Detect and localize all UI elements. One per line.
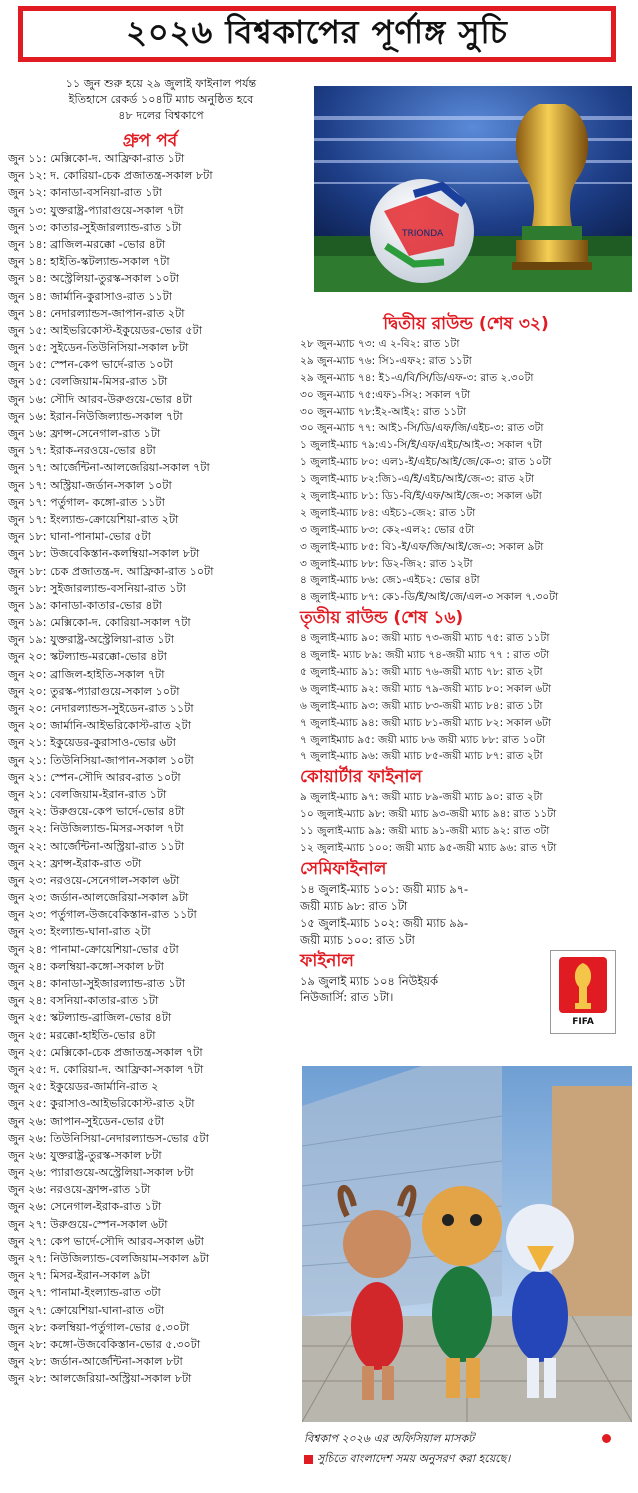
quarter-final-row: ১০ জুলাই-ম্যাচ ৯৮: জয়ী ম্যাচ ৯৩-জয়ী ম্যাচ ৯৪: রাত ১১টা [300, 808, 557, 821]
round-of-32-row: ৪ জুলাই-ম্যাচ ৮৬: জে১-এইচ২: ভোর ৪টা [300, 574, 480, 587]
round-of-32-row: ২৯ জুন-ম্যাচ ৭৪: ই১-এ/বি/সি/ডি/এফ-৩: রাত ২.৩০টা [300, 371, 534, 384]
group-match-row: জুন ১৪: ব্রাজিল-মরক্কো -ভোর ৪টা [8, 237, 166, 251]
round-of-32-row: ১ জুলাই-ম্যাচ ৮০: এল১-ই/এইচ/আই/জে/কে-৩: রাত ১০টা [300, 456, 552, 469]
round-of-32-row: ৩০ জুন-ম্যাচ ৭৮:ই২-আই২: রাত ১১টা [300, 405, 466, 418]
intro-line: ৪৮ দলের বিশ্বকাপে [118, 109, 204, 122]
group-match-row: জুন ২৭: নিউজিল্যান্ড-বেলজিয়াম-সকাল ৯টা [8, 1252, 210, 1265]
group-match-row: জুন ২৭: উরুগুয়ে-স্পেন-সকাল ৬টা [8, 1217, 168, 1231]
group-match-row: জুন ২৮: কঙ্গো-উজবেকিস্তান-ভোর ৫.৩০টা [8, 1337, 201, 1351]
ball-trophy-photo [314, 86, 632, 292]
group-match-row: জুন ২৩: নরওয়ে-সেনেগাল-সকাল ৬টা [8, 873, 180, 887]
timezone-note [304, 1450, 510, 1469]
group-match-row: জুন ১৪: হাইতি-স্কটল্যান্ড-সকাল ৭টা [8, 255, 170, 269]
group-match-row: জুন ১১: মেক্সিকো-দ. আফ্রিকা-রাত ১টা [8, 152, 185, 165]
round-of-32-row: ৩ জুলাই-ম্যাচ ৮৩: কে২-এল২: ভোর ৫টা [300, 523, 475, 536]
group-match-row: জুন ২০: তুরস্ক-প্যারাগুয়ে-সকাল ১০টা [8, 684, 180, 698]
group-match-row: জুন ২৫: ইকুয়েডর-জার্মানি-রাত ২ [8, 1080, 159, 1094]
mascot-photo [302, 1066, 632, 1422]
group-match-row: জুন ২২: উরুগুয়ে-কেপ ভার্দে-ভোর ৪টা [8, 805, 185, 819]
group-match-row: জুন ১৮: উজবেকিস্তান-কলম্বিয়া-সকাল ৮টা [8, 547, 200, 561]
final-row: নিউজার্সি: রাত ১টা। [300, 990, 394, 1005]
group-match-row: জুন ২০: জার্মানি-আইভরিকোস্ট-রাত ২টা [8, 719, 192, 733]
round-of-32-row: ৩০ জুন-ম্যাচ ৭৭: আই১-সি/ডি/এফ/জি/এইচ-৩: রাত ৩টা [300, 422, 544, 435]
intro-line: ইতিহাসে রেকর্ড ১০৪টি ম্যাচ অনুষ্ঠিত হবে [68, 93, 254, 106]
round-of-16-row: ৭ জুলাইম্যাচ ৯৫: জয়ী ম্যাচ ৮৬ জয়ী ম্যাচ ৮৮: রাত ১০টা [300, 733, 546, 746]
round-of-16-list [300, 630, 632, 765]
group-match-row: জুন ১৪: জার্মানি-কুরাসাও-রাত ১১টা [8, 289, 173, 303]
group-match-row: জুন ১৮: ঘানা-পানামা-ভোর ৫টা [8, 530, 151, 544]
round-of-32-row: ৩০ জুন-ম্যাচ ৭৫:এফ১-সি২: সকাল ৭টা [300, 388, 471, 401]
group-match-row: জুন ২৮: জর্ডান-আর্জেন্টিনা-সকাল ৮টা [8, 1355, 183, 1369]
group-match-row: জুন ১৫: সুইডেন-তিউনিসিয়া-সকাল ৮টা [8, 341, 189, 355]
quarter-final-heading: কোয়ার্টার ফাইনাল [300, 767, 423, 788]
group-match-row: জুন ২৩: ইংল্যান্ড-ঘানা-রাত ২টা [8, 925, 151, 939]
group-stage-heading: গ্রুপ পর্ব [122, 131, 178, 151]
group-match-row: জুন ২১: তিউনিসিয়া-জাপান-সকাল ১০টা [8, 753, 194, 767]
round-of-16-row: ৬ জুলাই-ম্যাচ ৯২: জয়ী ম্যাচ ৭৯-জয়ী ম্যাচ ৮০: সকাল ৬টা [300, 682, 552, 695]
semi-final-row: জয়ী ম্যাচ ১০০: রাত ১টা [300, 932, 415, 947]
semi-final-row: ১৫ জুলাই-ম্যাচ ১০২: জয়ী ম্যাচ ৯৯- [300, 915, 469, 930]
group-match-row: জুন ২৮: আলজেরিয়া-অস্ট্রিয়া-সকাল ৮টা [8, 1372, 192, 1386]
group-match-row: জুন ১৮: চেক প্রজাতন্ত্র-দ. আফ্রিকা-রাত ১০টা [8, 564, 214, 578]
group-match-row: জুন ২১: বেলজিয়াম-ইরান-রাত ১টা [8, 787, 167, 801]
quarter-final-row: ১২ জুলাই-ম্যাচ ১০০: জয়ী ম্যাচ ৯৫-জয়ী ম্যাচ ৯৬: রাত ৭টা [300, 842, 557, 855]
group-match-row: জুন ২৫: স্কটল্যান্ড-ব্রাজিল-ভোর ৪টা [8, 1011, 172, 1025]
group-match-row: জুন ২৬: জাপান-সুইডেন-ভোর ৫টা [8, 1114, 165, 1128]
group-match-row: জুন ১৮: সুইজারল্যান্ড-বসনিয়া-রাত ১টা [8, 581, 186, 595]
group-match-row: জুন ২৭: মিসর-ইরান-সকাল ৯টা [8, 1269, 150, 1283]
group-match-row: জুন ২৩: পর্তুগাল-উজবেকিস্তান-রাত ১১টা [8, 908, 197, 922]
group-match-row: জুন ১৬: ইরান-নিউজিল্যান্ড-সকাল ৭টা [8, 409, 183, 423]
group-match-row: জুন ১৯: যুক্তরাষ্ট্র-অস্ট্রেলিয়া-রাত ১টা [8, 633, 174, 647]
quarter-final-row: ৯ জুলাই-ম্যাচ ৯৭: জয়ী ম্যাচ ৮৯-জয়ী ম্যাচ ৯০: রাত ২টা [300, 791, 543, 804]
knockout-schedule [300, 312, 632, 1006]
group-match-row: জুন ১৯: কানাডা-কাতার-ভোর ৪টা [8, 598, 162, 612]
quarter-final-list [300, 789, 632, 857]
group-match-row: জুন ২৪: কানাডা-সুইজারল্যান্ড-রাত ১টা [8, 977, 185, 990]
group-stage-list [8, 150, 318, 1388]
title-box [18, 6, 616, 62]
round-of-32-row: ২ জুলাই-ম্যাচ ৮৪: এইচ১-জে২: রাত ১টা [300, 506, 476, 519]
group-match-row: জুন ১২: কানাডা-বসনিয়া-রাত ১টা [8, 186, 162, 200]
semi-final-row: ১৪ জুলাই-ম্যাচ ১০১: জয়ী ম্যাচ ৯৭- [300, 881, 469, 896]
round-of-32-row: ২ জুলাই-ম্যাচ ৮১: ডি১-বি/ই/এফ/আই/জে-৩: সকাল ৬টা [300, 490, 542, 503]
svg-text:TRIONDA: TRIONDA [402, 229, 444, 239]
group-match-row: জুন ২৫: দ. কোরিয়া-দ. আফ্রিকা-সকাল ৭টা [8, 1062, 204, 1076]
group-match-row: জুন ১৪: অস্ট্রেলিয়া-তুরস্ক-সকাল ১০টা [8, 272, 180, 286]
round-of-32-list [300, 336, 632, 606]
group-match-row: জুন ২০: নেদারল্যান্ডস-সুইডেন-রাত ১১টা [8, 702, 194, 715]
fifa-logo-text: FIFA [572, 1017, 594, 1027]
group-match-row: জুন ২০: ব্রাজিল-হাইতি-সকাল ৭টা [8, 667, 165, 681]
timezone-note-text: সুচিতে বাংলাদেশ সময় অনুসরণ করা হয়েছে। [317, 1452, 511, 1465]
mascot-illustration [302, 1066, 632, 1422]
group-match-row: জুন ২৩: জর্ডান-আলজেরিয়া-সকাল ৯টা [8, 891, 189, 905]
group-match-row: জুন ২৬: নরওয়ে-ফ্রান্স-রাত ১টা [8, 1183, 151, 1197]
semi-final-row: জয়ী ম্যাচ ৯৮: রাত ১টা [300, 898, 408, 913]
group-match-row: জুন ২০: স্কটল্যান্ড-মরক্কো-ভোর ৪টা [8, 650, 167, 664]
group-match-row: জুন ২৫: মরক্কো-হাইতি-ভোর ৪টা [8, 1028, 156, 1042]
round-of-32-row: ৪ জুলাই-ম্যাচ ৮৭: কে১-ডি/ই/আই/জে/এল-৩ সকাল ৭.৩০টা [300, 591, 559, 604]
group-match-row: জুন ২৭: কেপ ভার্দে-সৌদি আরব-সকাল ৬টা [8, 1234, 204, 1248]
group-match-row: জুন ২৬: যুক্তরাষ্ট্র-তুরস্ক-সকাল ৮টা [8, 1148, 162, 1162]
round-of-16-row: ৭ জুলাই-ম্যাচ ৯৬: জয়ী ম্যাচ ৮৫-জয়ী ম্যাচ ৮৭: রাত ২টা [300, 750, 543, 763]
group-match-row: জুন ২৭: পানামা-ইংল্যান্ড-রাত ৩টা [8, 1286, 161, 1300]
group-match-row: জুন ২৬: সেনেগাল-ইরাক-রাত ১টা [8, 1200, 162, 1214]
round-of-32-row: ২৮ জুন-ম্যাচ ৭৩: এ ২-বি২: রাত ১টা [300, 338, 460, 350]
round-of-16-row: ৪ জুলাই-ম্যাচ ৯০: জয়ী ম্যাচ ৭৩-জয়ী ম্যাচ ৭৫: রাত ১১টা [300, 632, 550, 645]
group-match-row: জুন ১৯: মেক্সিকো-দ. কোরিয়া-সকাল ৭টা [8, 616, 191, 630]
quarter-final-row: ১১ জুলাই-ম্যাচ ৯৯: জয়ী ম্যাচ ৯১-জয়ী ম্যাচ ৯২: রাত ৩টা [300, 825, 550, 838]
note-square-icon [304, 1455, 313, 1464]
semi-final-heading: সেমিফাইনাল [300, 858, 387, 879]
accent-dot [602, 1434, 611, 1443]
fifa-logo [550, 950, 616, 1034]
group-match-row: জুন ১৭: ইরাক-নরওয়ে-ভোর ৪টা [8, 444, 156, 458]
final-row: ১৯ জুলাই ম্যাচ ১০৪ নিউইয়র্ক [300, 973, 438, 988]
group-match-row: জুন ২৮: কলম্বিয়া-পর্তুগাল-ভোর ৫.৩০টা [8, 1320, 190, 1334]
group-match-row: জুন ১৩: যুক্তরাষ্ট্র-প্যারাগুয়ে-সকাল ৭টা [8, 203, 184, 217]
round-of-16-row: ৪ জুলাই- ম্যাচ ৮৯: জয়ী ম্যাচ ৭৪-জয়ী ম্যাচ ৭৭ : রাত ৩টা [300, 649, 550, 662]
group-match-row: জুন ২১: স্পেন-সৌদি আরব-রাত ১০টা [8, 770, 181, 784]
group-match-row: জুন ১৫: বেলজিয়াম-মিসর-রাত ১টা [8, 375, 168, 389]
group-match-row: জুন ১৭: অস্ট্রিয়া-জর্ডান-সকাল ১০টা [8, 478, 172, 492]
group-match-row: জুন ২৪: কলম্বিয়া-কঙ্গো-সকাল ৮টা [8, 959, 164, 973]
group-match-row: জুন ২২: ফ্রান্স-ইরাক-রাত ৩টা [8, 856, 142, 870]
group-match-row: জুন ২৬: তিউনিসিয়া-নেদারল্যান্ডস-ভোর ৫টা [8, 1131, 209, 1145]
group-match-row: জুন ১৭: পর্তুগাল- কঙ্গো-রাত ১১টা [8, 495, 165, 509]
round-of-16-row: ৭ জুলাই-ম্যাচ ৯৪: জয়ী ম্যাচ ৮১-জয়ী ম্যাচ ৮২: সকাল ৬টা [300, 716, 552, 729]
group-match-row: জুন ১৭: ইংল্যান্ড-ক্রোয়েশিয়া-রাত ২টা [8, 512, 179, 526]
round-of-32-heading: দ্বিতীয় রাউন্ড (শেষ ৩২) [383, 314, 549, 334]
round-of-32-row: ১ জুলাই-ম্যাচ ৭৯:এ১-সি/ই/এফ/এইচ/আই-৩: সকাল ৭টা [300, 439, 543, 452]
group-match-row: জুন ১৪: নেদারল্যান্ডস-জাপান-রাত ২টা [8, 306, 185, 320]
ball-trophy-illustration [314, 86, 632, 292]
round-of-32-row: ৩ জুলাই-ম্যাচ ৮৫: বি১-ই/এফ/জি/আই/জে-৩: সকাল ৯টা [300, 540, 544, 553]
semi-final-list [300, 881, 632, 949]
intro-text [0, 76, 322, 124]
group-match-row: জুন ১৬: সৌদি আরব-উরুগুয়ে-ভোর ৪টা [8, 392, 193, 406]
group-match-row: জুন ২৫: কুরাসাও-আইভরিকোস্ট-রাত ২টা [8, 1097, 195, 1111]
group-match-row: জুন ১৫: স্পেন-কেপ ভার্দে-রাত ১০টা [8, 358, 173, 372]
round-of-16-heading: তৃতীয় রাউন্ড (শেষ ১৬) [300, 608, 464, 629]
group-match-row: জুন ২৭: ক্রোয়েশিয়া-ঘানা-রাত ৩টা [8, 1303, 165, 1317]
group-match-row: জুন ১৩: কাতার-সুইজারল্যান্ড-রাত ১টা [8, 220, 182, 234]
group-match-row: জুন ২৪: বসনিয়া-কাতার-রাত ১টা [8, 994, 159, 1008]
round-of-16-row: ৫ জুলাই-ম্যাচ ৯১: জয়ী ম্যাচ ৭৬-জয়ী ম্যাচ ৭৮: রাত ২টা [300, 666, 543, 679]
group-match-row: জুন ২১: ইকুয়েডর-কুরাসাও-ভোর ৬টা [8, 736, 176, 750]
group-match-row: জুন ২৪: পানামা-ক্রোয়েশিয়া-ভোর ৫টা [8, 942, 179, 956]
mascot-caption: বিশ্বকাপ ২০২৬ এর অফিসিয়াল মাসকট [304, 1432, 475, 1445]
round-of-16-row: ৬ জুলাই-ম্যাচ ৯৩: জয়ী ম্যাচ ৮৩-জয়ী ম্যাচ ৮৪: রাত ১টা [300, 699, 543, 712]
group-match-row: জুন ১৬: ফ্রান্স-সেনেগাল-রাত ১টা [8, 427, 161, 440]
group-match-row: জুন ১৭: আর্জেন্টিনা-আলজেরিয়া-সকাল ৭টা [8, 461, 210, 475]
group-match-row: জুন ১২: দ. কোরিয়া-চেক প্রজাতন্ত্র-সকাল ৮টা [8, 169, 213, 183]
group-match-row: জুন ২৬: প্যারাগুয়ে-অস্ট্রেলিয়া-সকাল ৮টা [8, 1166, 194, 1180]
group-match-row: জুন ১৫: আইভরিকোস্ট-ইকুয়েডর-ভোর ৫টা [8, 323, 202, 337]
group-match-row: জুন ২২: আর্জেন্টিনা-অস্ট্রিয়া-রাত ১১টা [8, 839, 185, 853]
final-heading: ফাইনাল [300, 950, 354, 971]
page-title: ২০২৬ বিশ্বকাপের পূর্ণাঙ্গ সুচি [126, 13, 508, 51]
round-of-32-row: ৩ জুলাই-ম্যাচ ৮৮: ডি২-জি২: রাত ১২টা [300, 557, 473, 570]
round-of-32-row: ২৯ জুন-ম্যাচ ৭৬: সি১-এফ২: রাত ১১টা [300, 354, 472, 367]
round-of-32-row: ১ জুলাই-ম্যাচ ৮২:জি১-এ/ই/এইচ/আই/জে-৩: রাত ২টা [300, 473, 535, 486]
intro-line: ১১ জুন শুরু হয়ে ২৯ জুলাই ফাইনাল পর্যন্ত [65, 77, 257, 90]
group-match-row: জুন ২২: নিউজিল্যান্ড-মিসর-সকাল ৭টা [8, 822, 184, 836]
group-match-row: জুন ২৫: মেক্সিকো-চেক প্রজাতন্ত্র-সকাল ৭টা [8, 1045, 203, 1059]
